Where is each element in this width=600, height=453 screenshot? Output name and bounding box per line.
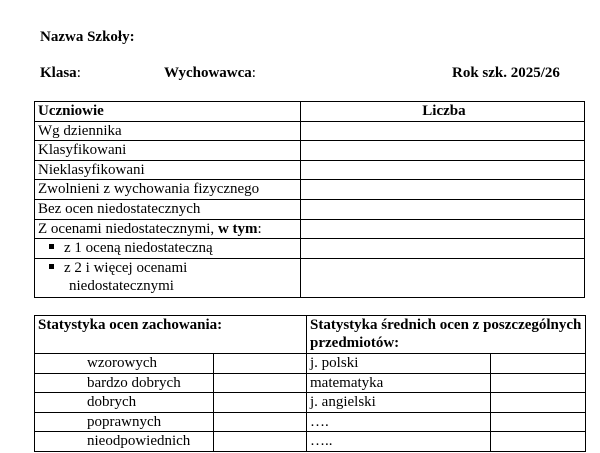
behavior-stats-header: Statystyka ocen zachowania: [35,316,307,354]
subject-label: ….. [307,432,491,452]
subject-average-cell[interactable] [491,393,586,413]
sub-row-label [35,239,301,259]
count-cell[interactable] [300,258,584,297]
subject-label: j. polski [307,354,491,374]
table-row [35,239,585,259]
sub-row-text: z 1 oceną niedostateczną [64,240,213,257]
students-table [34,101,585,298]
row-label: Klasyfikowani [35,141,301,161]
table-row [35,432,586,452]
table-header-row [35,102,585,122]
table-row [35,180,585,200]
table-row [35,258,585,297]
count-cell[interactable] [300,219,584,239]
bullet-icon [49,264,54,269]
sub-row-text: z 2 i więcej ocenami [64,259,188,276]
sub-row-text-continued: niedostatecznymi [69,277,174,294]
behavior-grade-label: poprawnych [35,412,214,432]
behavior-grade-label: dobrych [35,393,214,413]
behavior-count-cell[interactable] [214,393,307,413]
table-row [35,373,586,393]
with-fails-suffix: : [257,220,262,237]
behavior-grade-label: wzorowych [35,354,214,374]
row-label: Nieklasyfikowani [35,160,301,180]
sub-row-label [35,258,301,297]
count-cell[interactable] [300,180,584,200]
behavior-grade-label: nieodpowiednich [35,432,214,452]
subject-label: …. [307,412,491,432]
bullet-icon [49,244,54,249]
behavior-count-cell[interactable] [214,354,307,374]
count-cell[interactable] [300,160,584,180]
table-row [35,412,586,432]
class-label-line [40,64,81,82]
subject-average-cell[interactable] [491,373,586,393]
count-column-header: Liczba [300,102,584,122]
subject-average-cell[interactable] [491,354,586,374]
table-row [35,219,585,239]
table-row [35,393,586,413]
subject-average-cell[interactable] [491,432,586,452]
school-name-label: Nazwa Szkoły: [40,29,135,45]
students-column-header: Uczniowie [35,102,301,122]
teacher-colon: : [251,65,256,81]
table-header-row [35,316,586,354]
table-row [35,121,585,141]
stats-table [34,315,586,452]
behavior-grade-label: bardzo dobrych [35,373,214,393]
count-cell[interactable] [300,121,584,141]
row-label-with-fails [35,219,301,239]
row-label: Zwolnieni z wychowania fizycznego [35,180,301,200]
behavior-count-cell[interactable] [214,412,307,432]
count-cell[interactable] [300,199,584,219]
subject-label: j. angielski [307,393,491,413]
averages-stats-header: Statystyka średnich ocen z poszczególnych przedmiotów: [307,316,586,354]
subject-average-cell[interactable] [491,412,586,432]
count-cell[interactable] [300,141,584,161]
behavior-count-cell[interactable] [214,432,307,452]
with-fails-prefix: Z ocenami niedostatecznymi, [38,220,218,237]
behavior-count-cell[interactable] [214,373,307,393]
table-row [35,199,585,219]
with-fails-bold: w tym [217,220,258,237]
table-row [35,160,585,180]
class-colon: : [76,65,81,81]
subject-label: matematyka [307,373,491,393]
teacher-label: Wychowawca [164,65,252,81]
school-year-label: Rok szk. 2025/26 [452,65,560,81]
table-row [35,141,585,161]
row-label: Wg dziennika [35,121,301,141]
count-cell[interactable] [300,239,584,259]
teacher-label-line [164,64,256,82]
table-row [35,354,586,374]
row-label: Bez ocen niedostatecznych [35,199,301,219]
class-label: Klasa [40,65,77,81]
